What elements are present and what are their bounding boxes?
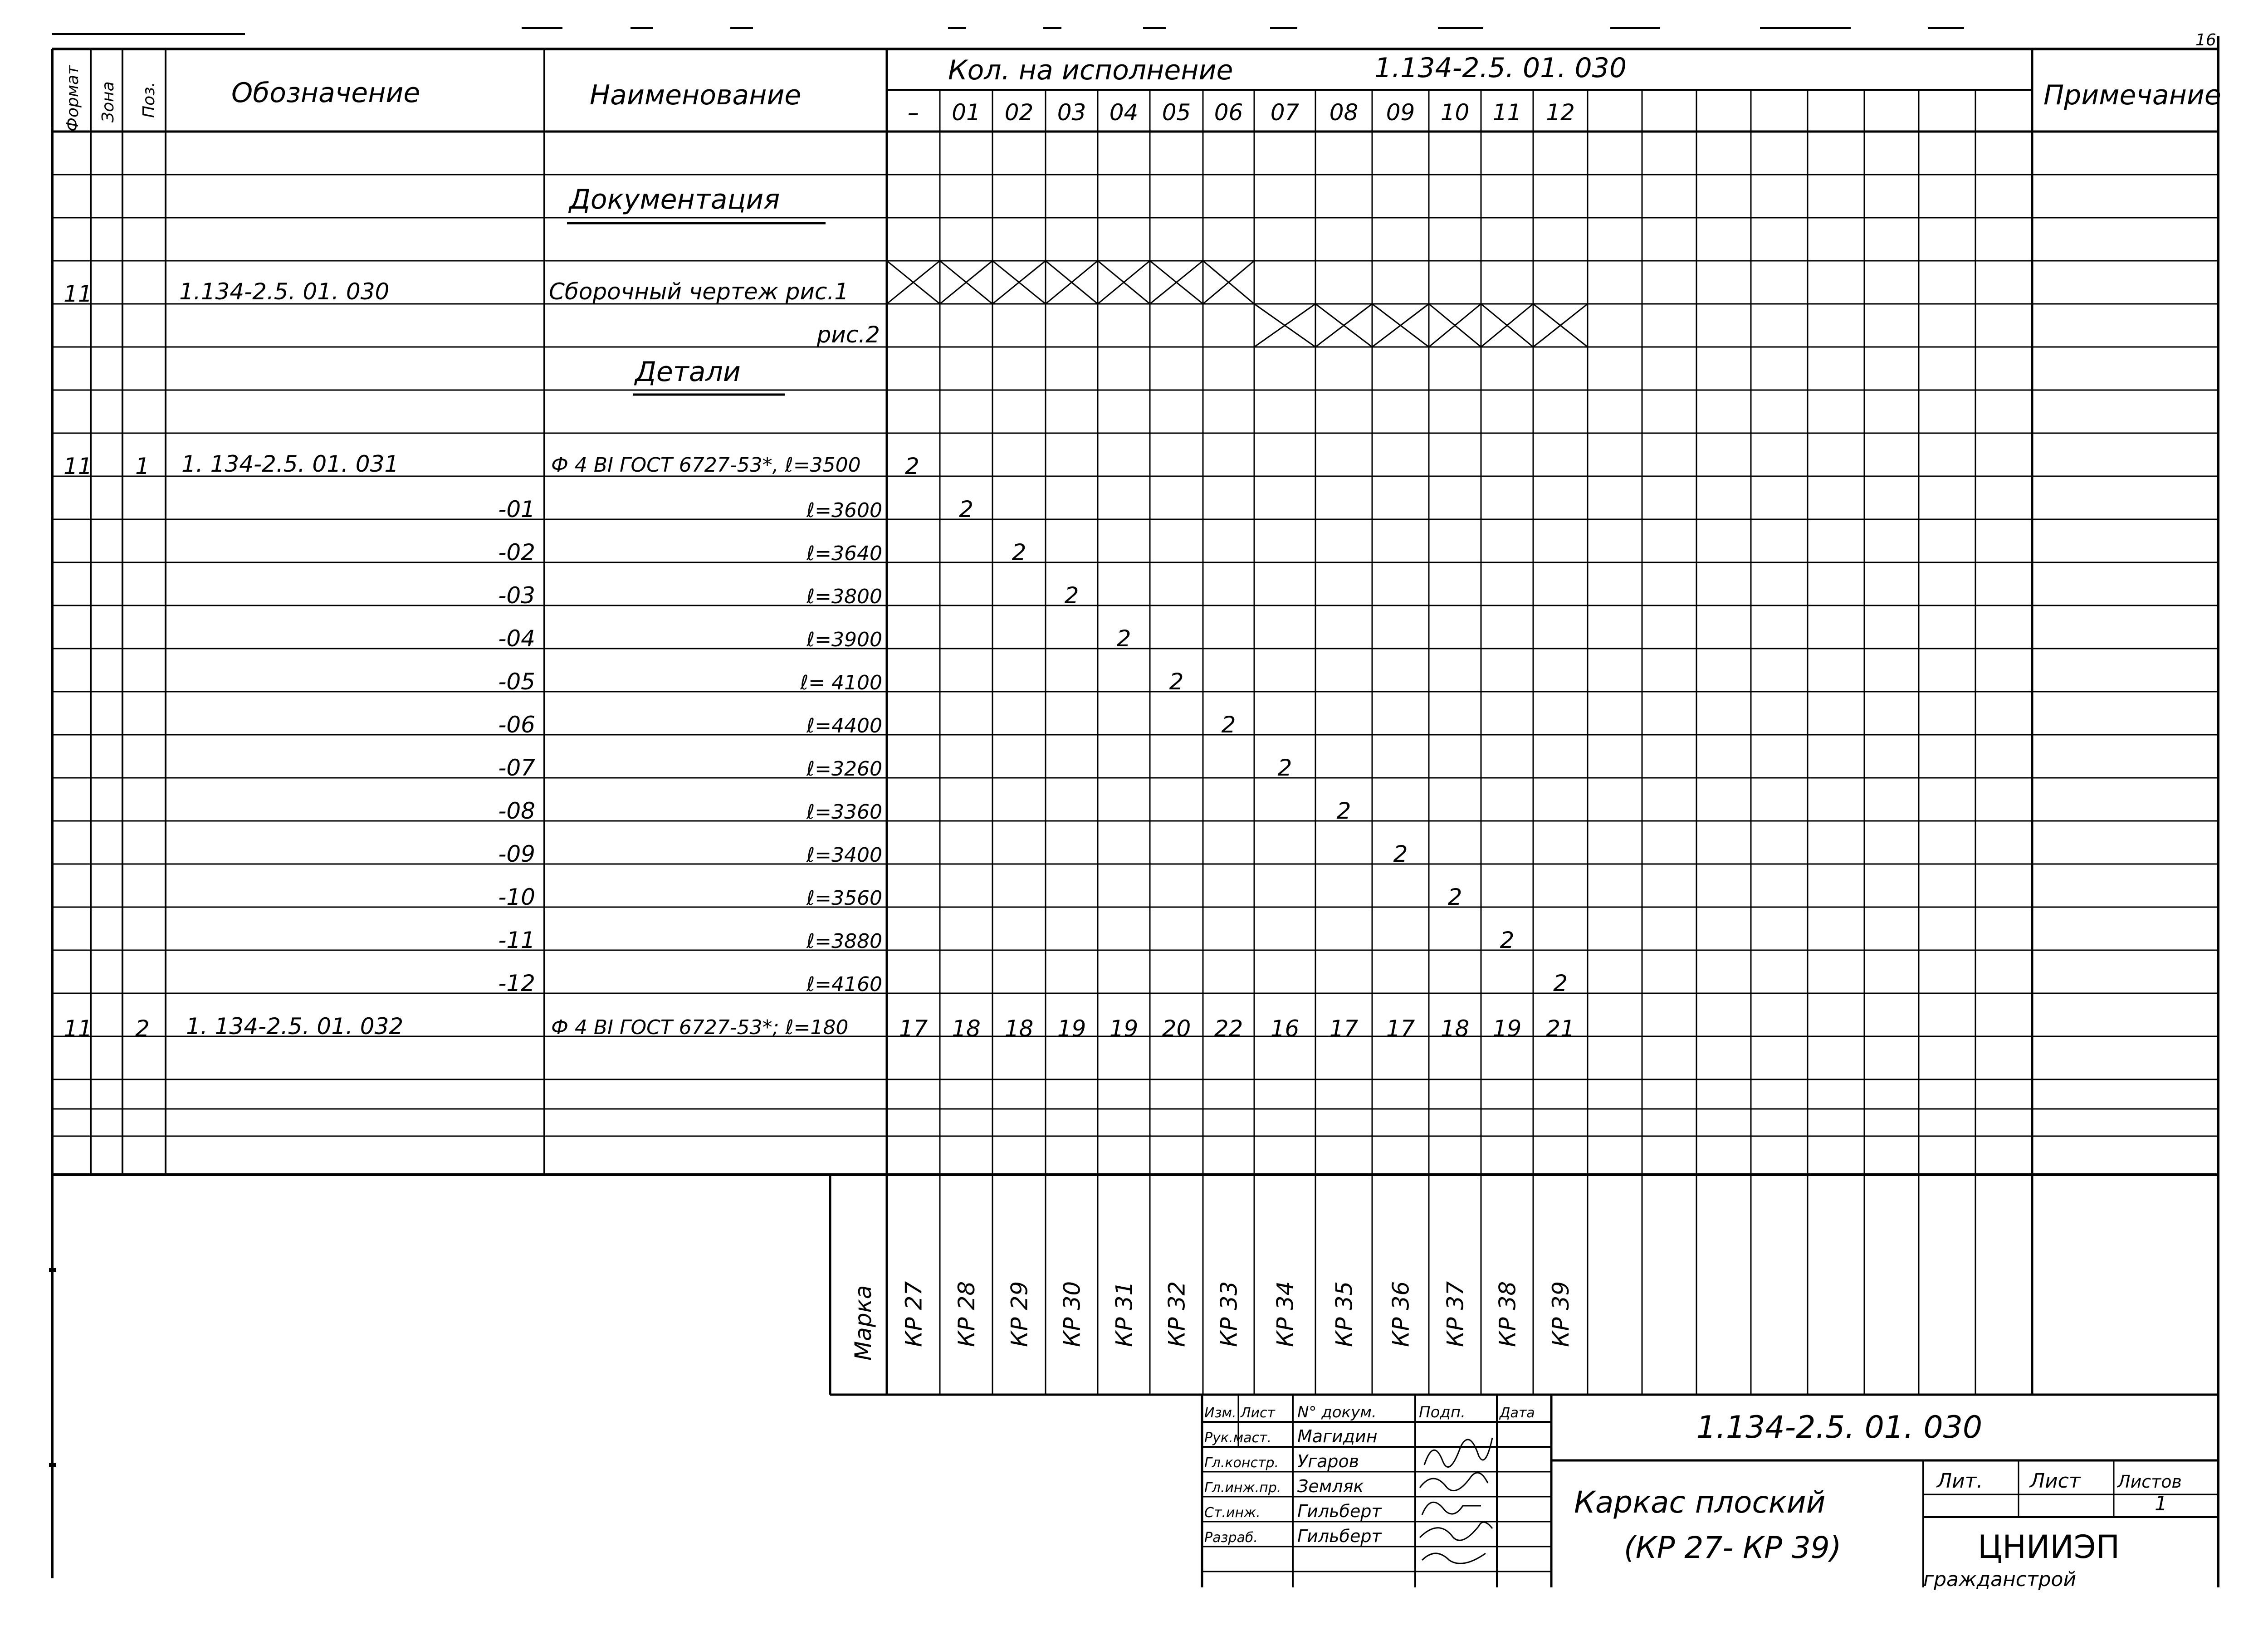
tb-lit: Лит. [1937,1469,1983,1493]
signature-scribbles [1420,1438,1492,1563]
part2-qty: 18 [952,1015,981,1042]
variant-qty: 2 [1116,625,1131,652]
variant-suffix: -05 [498,669,535,695]
variant-header: 03 [1057,99,1086,126]
role-title: Разраб. [1204,1530,1258,1546]
variant-length: ℓ= 4100 [800,671,882,694]
variant-suffix: -10 [498,884,535,910]
variant-header: 11 [1492,99,1522,126]
variant-length: ℓ=4160 [806,973,882,996]
variant-length: ℓ=3260 [806,757,882,781]
doc-name-1: Сборочный чертеж рис.1 [549,278,849,305]
role-name: Магидин [1297,1426,1378,1446]
part2-qty: 19 [1057,1015,1086,1042]
doc-format: 11 [64,281,93,307]
part2-qty: 20 [1162,1015,1191,1042]
part2-qty: 21 [1546,1015,1575,1042]
variant-suffix: -08 [498,798,535,824]
variant-header: 06 [1214,99,1243,126]
variant-suffix: -07 [498,755,535,781]
variant-length: ℓ=3560 [806,887,882,910]
tb-izm: Изм. [1204,1405,1237,1421]
mark-label: КР 28 [953,1281,980,1347]
variant-suffix: -01 [498,496,535,522]
variant-suffix: -03 [498,582,535,609]
variant-qty: 2 [1336,798,1351,824]
variant-length: ℓ=3360 [806,801,882,824]
marks-label: Марка [850,1285,876,1361]
mark-label: КР 32 [1163,1281,1190,1347]
variant-suffix: -12 [498,970,535,996]
col-zone: Зона [99,81,117,122]
tb-org2: гражданстрой [1923,1568,2077,1591]
variant-header: 08 [1329,99,1359,126]
variant-qty: 2 [1447,884,1462,910]
tb-title-1: Каркас плоский [1574,1485,1826,1520]
variant-qty: 2 [1393,841,1408,867]
part1-format: 11 [64,453,93,479]
role-name: Угаров [1297,1451,1359,1471]
mark-label: КР 31 [1111,1281,1138,1347]
tb-ndoc: N° докум. [1297,1403,1377,1421]
variant-qty: 2 [1169,669,1184,695]
doc-designation: 1.134-2.5. 01. 030 [179,278,390,305]
variant-header: 01 [952,99,981,126]
spec-table-grid [52,36,2218,1587]
mark-label: КР 33 [1216,1281,1242,1347]
tb-podp: Подп. [1419,1403,1466,1421]
variant-header: – [908,99,919,126]
col-note: Примечание [2043,79,2221,111]
part2-qty: 18 [1440,1015,1470,1042]
section-documentation: Документация [569,184,780,215]
variant-length: ℓ=3400 [806,844,882,867]
variant-header: 07 [1270,99,1300,126]
part2-format: 11 [64,1015,93,1042]
variant-headers [908,99,1575,126]
part2-qty: 17 [1386,1015,1415,1042]
col-pos: Поз. [140,82,158,118]
part2-qty: 16 [1270,1015,1300,1042]
mark-label: КР 34 [1272,1281,1299,1347]
tb-data: Дата [1500,1405,1535,1421]
part2-name: Ф 4 ВI ГОСТ 6727-53*; ℓ=180 [551,1016,849,1039]
mark-label: КР 30 [1059,1281,1085,1347]
variant-suffix: -09 [498,841,535,867]
role-name: Гильберт [1297,1526,1382,1546]
top-dash-marks [52,28,1964,34]
mark-label: КР 36 [1388,1281,1414,1347]
part2-qty: 19 [1109,1015,1139,1042]
col-format: Формат [64,65,82,132]
role-name: Гильберт [1297,1501,1382,1521]
variant-qty: 2 [1221,712,1236,738]
part1-name: Ф 4 ВI ГОСТ 6727-53*, ℓ=3500 [551,454,861,477]
part1-designation: 1. 134-2.5. 01. 031 [181,451,399,477]
mark-label: КР 38 [1494,1281,1521,1347]
mark-label: КР 37 [1442,1281,1469,1347]
variant-header: 02 [1004,99,1034,126]
mark-label: КР 29 [1006,1281,1033,1347]
part2-qty: 19 [1492,1015,1522,1042]
variant-suffix: -04 [498,625,535,652]
col-designation: Обозначение [231,77,420,109]
variant-length: ℓ=3900 [806,628,882,651]
part2-quantities [899,1015,1575,1042]
variant-length: ℓ=3880 [806,930,882,953]
tb-list: Лист [1241,1405,1276,1421]
variant-qty: 2 [1064,582,1079,609]
page-number: 16 [2195,31,2216,49]
tb-doc-number: 1.134-2.5. 01. 030 [1696,1410,1983,1445]
variant-qty: 2 [959,496,973,522]
variant-header: 04 [1109,99,1139,126]
part1-pos: 1 [135,453,150,479]
part2-qty: 17 [899,1015,928,1042]
part1-variants [498,496,1568,996]
variant-suffix: -02 [498,539,535,566]
tb-sheet: Лист [2030,1469,2081,1493]
part2-pos: 2 [135,1015,150,1042]
tb-sheets: Листов [2117,1472,2182,1492]
tb-sheets-value: 1 [2155,1492,2167,1515]
variant-qty: 2 [1500,927,1515,953]
section-parts: Детали [635,356,741,388]
part2-qty: 18 [1004,1015,1034,1042]
mark-label: КР 35 [1331,1281,1358,1347]
variant-length: ℓ=3640 [806,542,882,565]
mark-label: КР 27 [900,1281,927,1347]
variant-length: ℓ=3800 [806,585,882,608]
variant-length: ℓ=3600 [806,499,882,522]
variant-qty: 2 [1553,970,1568,996]
part2-designation: 1. 134-2.5. 01. 032 [186,1013,404,1040]
doc-name-2: рис.2 [816,322,880,348]
variant-suffix: -06 [498,712,535,738]
part1-qty: 2 [905,453,919,479]
tb-org: ЦНИИЭП [1978,1528,2120,1566]
role-title: Гл.инж.пр. [1204,1480,1281,1496]
variant-qty: 2 [1012,539,1026,566]
variant-header: 09 [1386,99,1415,126]
role-title: Рук.маст. [1204,1430,1272,1446]
col-qty-doc: 1.134-2.5. 01. 030 [1374,52,1627,84]
variant-suffix: -11 [498,927,535,953]
part2-qty: 17 [1329,1015,1359,1042]
marks-row [901,1281,1574,1347]
role-name: Земляк [1297,1476,1364,1496]
variant-qty: 2 [1277,755,1292,781]
role-title: Гл.констр. [1204,1455,1279,1471]
variant-header: 10 [1440,99,1470,126]
col-name: Наименование [590,79,802,111]
variant-header: 12 [1546,99,1575,126]
mark-label: КР 39 [1548,1281,1574,1347]
variant-header: 05 [1162,99,1191,126]
tb-title-2: (КР 27- КР 39) [1624,1530,1842,1565]
variant-length: ℓ=4400 [806,714,882,737]
part2-qty: 22 [1214,1015,1243,1042]
col-qty: Кол. на исполнение [948,54,1233,86]
role-title: Ст.инж. [1204,1505,1261,1521]
